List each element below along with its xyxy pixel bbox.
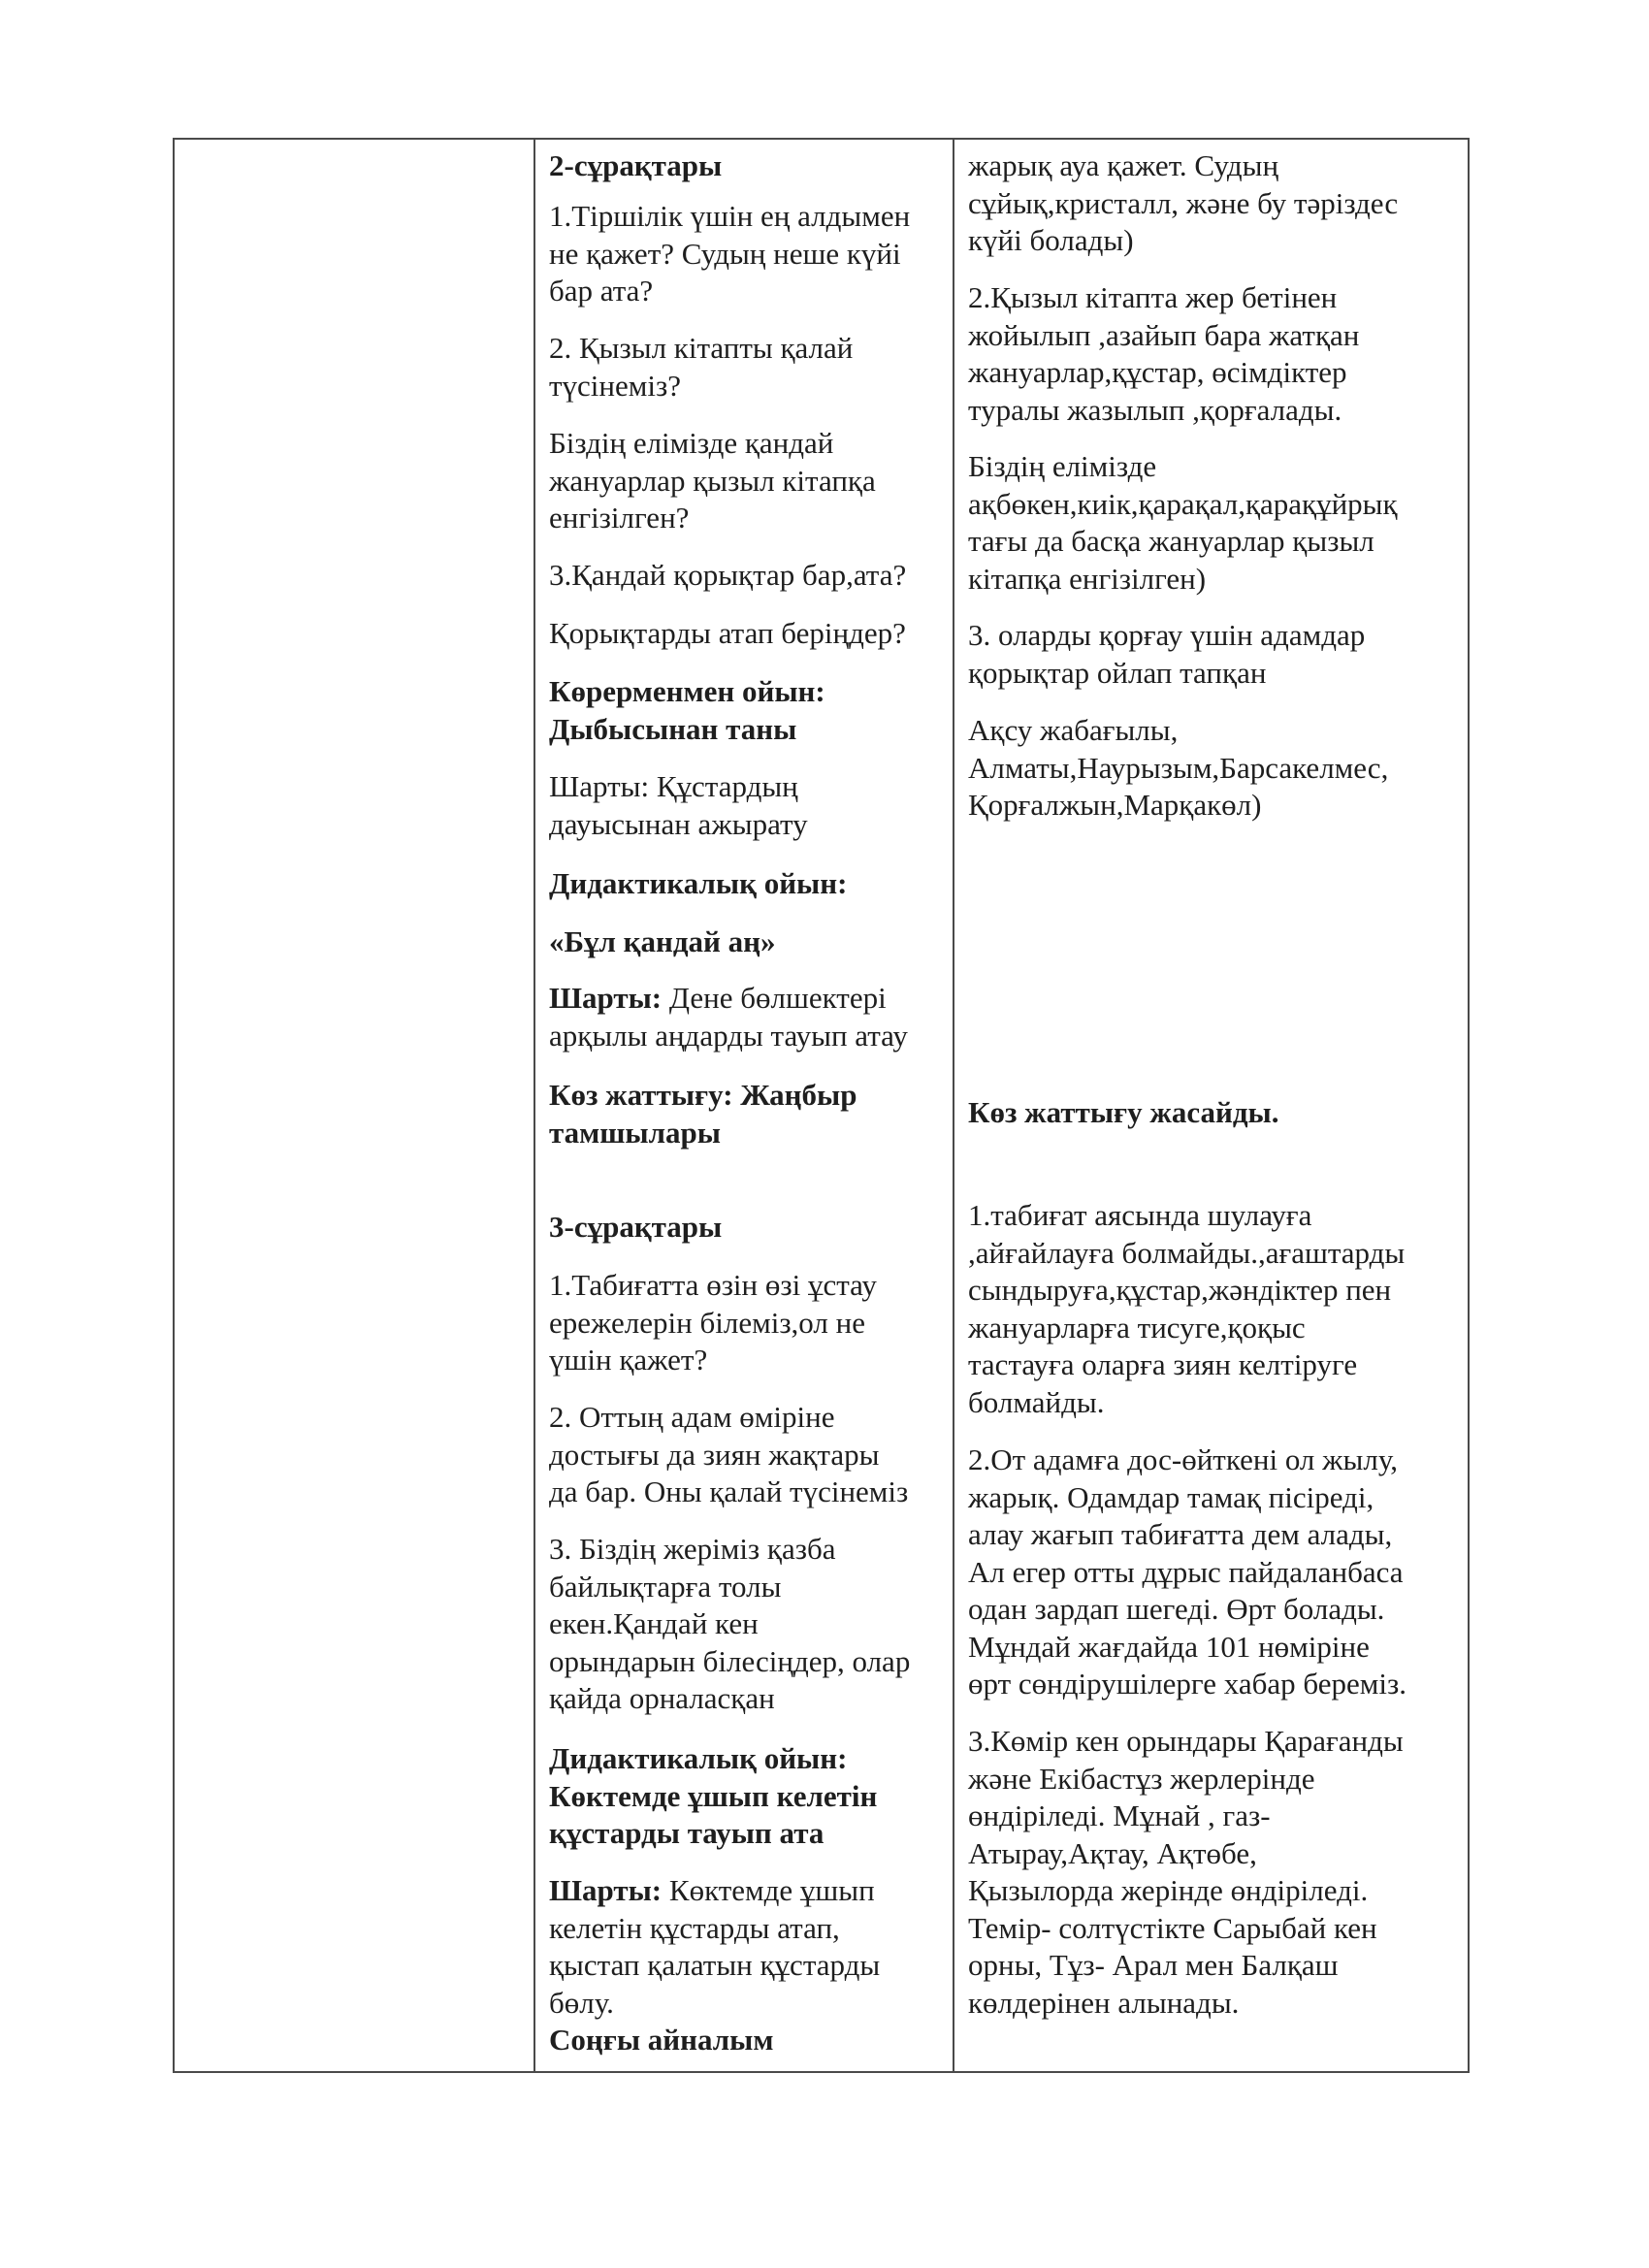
rule-label: Шарты:: [549, 981, 663, 1015]
answer-3b: Ақсу жабағылы, Алматы,Наурызым,Барсакелмес, Қорғалжын,Марқакөл): [968, 713, 1389, 822]
question-2-2b: Біздің елімізде қандай жануарлар қызыл кітапқа енгізілген?: [549, 426, 876, 535]
didactic-game-rule: [549, 980, 947, 1054]
rule-text: Дене бөлшектері арқылы аңдарды тауып атау: [549, 981, 908, 1053]
question-3-1: 1.Табиғатта өзін өзі ұстау ережелерін білеміз,ол не үшін қажет?: [549, 1268, 877, 1377]
answer-2b: Біздің елімізде ақбөкен,киік,қарақал,қарақұйрық тағы да басқа жануарлар қызыл кітапқа енгізілген): [968, 449, 1398, 596]
question-2-1: 1.Тіршілік үшін ең алдымен не қажет? Судың неше күйі бар ата?: [549, 199, 911, 308]
question-2-3b: Қорықтарды атап беріңдер?: [549, 616, 906, 650]
rule-text: Көктемде ұшып келетін құстарды атап, қыстап қалатын құстарды бөлу.: [549, 1873, 881, 2020]
eye-exercise-answer: Көз жаттығу жасайды.: [968, 1095, 1279, 1129]
question-2-2: 2. Қызыл кітапты қалай түсінеміз?: [549, 331, 854, 403]
final-round-heading: Соңғы айналым: [549, 2023, 774, 2057]
question-3-2: 2. Оттың адам өміріне достығы да зиян жақтары да бар. Оны қалай түсінеміз: [549, 1400, 909, 1508]
question-3-3: 3. Біздің жеріміз қазба байлықтарға толы екен.Қандай кен орындарын білесіңдер, олар қайда орналасқан: [549, 1532, 911, 1715]
column-divider-1: [534, 140, 535, 2071]
answer-3-3: 3.Көмір кен орындары Қарағанды және Екібастұз жерлерінде өндіріледі. Мұнай , газ- Атырау,Ақтау, Ақтөбе, Қызылорда жерінде өндіріледі. Темір- солтүстікте Сарыбай кен орны, Тұз- Арал мен Балқаш көлдерінен алынады.: [968, 1724, 1404, 2020]
didactic-game-title: Дидактикалық ойын:: [549, 866, 848, 900]
section-2-heading: 2-сұрақтары: [549, 148, 723, 182]
section-3-heading: 3-сұрақтары: [549, 1210, 723, 1244]
spring-birds-game-rule: [549, 1872, 947, 2022]
spring-birds-game-title: Дидактикалық ойын: Көктемде ұшып келетін құстарды тауып ата: [549, 1741, 878, 1850]
answer-3: 3. оларды қорғау үшін адамдар қорықтар ойлап тапқан: [968, 618, 1366, 690]
rule-label: Шарты:: [549, 1873, 663, 1907]
audience-game-title: Көрерменмен ойын: Дыбысынан таны: [549, 674, 825, 746]
answer-3-1: 1.табиғат аясында шулауға ,айғайлауға болмайды.,ағаштарды сындыруға,құстар,жәндіктер пен жануарларға тисуге,қоқыс тастауға оларға зиян келтіруге болмайды.: [968, 1198, 1406, 1419]
audience-game-rule: Шарты: Құстардың дауысынан ажырату: [549, 769, 808, 841]
answer-1-continued: жарық ауа қажет. Судың сұйық,кристалл, және бу тәріздес күйі болады): [968, 148, 1399, 257]
lesson-plan-table: [173, 138, 1470, 2073]
column-divider-2: [953, 140, 954, 2071]
answer-2: 2.Қызыл кітапта жер бетінен жойылып ,азайып бара жатқан жануарлар,құстар, өсімдіктер туралы жазылып ,қорғалады.: [968, 280, 1360, 427]
answer-3-2: 2.От адамға дос-өйткені ол жылу, жарық. Одамдар тамақ пісіреді, алау жағып табиғатта дем алады, Ал егер отты дұрыс пайдаланбаса одан зардап шегеді. Өрт болады. Мұндай жағдайда 101 нөміріне өрт сөндірушілерге хабар береміз.: [968, 1442, 1406, 1701]
question-2-3: 3.Қандай қорықтар бар,ата?: [549, 558, 907, 592]
didactic-game-name: «Бұл қандай аң»: [549, 924, 776, 958]
eye-exercise-title: Көз жаттығу: Жаңбыр тамшылары: [549, 1078, 857, 1150]
